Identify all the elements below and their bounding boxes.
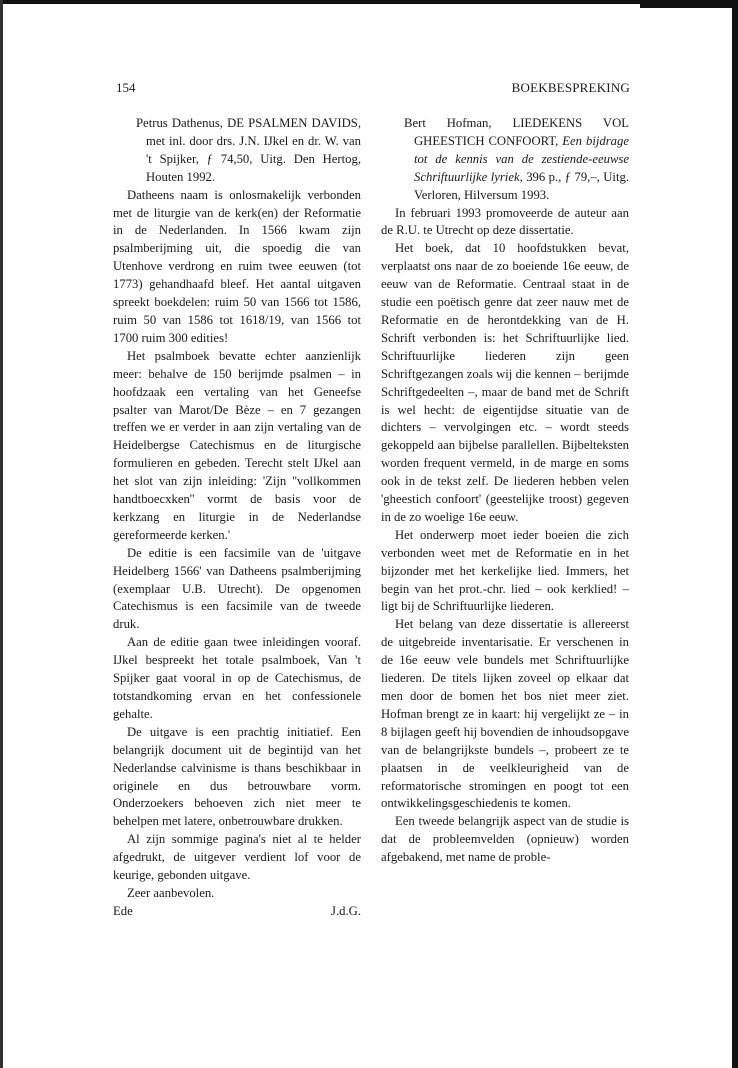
- review-paragraph: Het belang van deze dissertatie is allereerst de uitgebreide inventarisatie. Er verschenen in de 16e eeuw vele bundels met Schriftuurlijke liederen. De titels lijken zoveel op elkaar dat men door de bomen het bos niet meer ziet. Hofman brengt ze in kaart: hij vergelijkt ze – in 8 bijlagen geeft hij bovendien de inhoudsopgave van de belangrijkste bundels –, probeert ze te plaatsen in de veelkleurigheid van de reformatorische stromingen en poogt tot een ontwikkelingsgeschiedenis te komen.: [381, 617, 629, 811]
- review-paragraph: De uitgave is een prachtig initiatief. Een belangrijk document uit de begintijd van het Nederlandse calvinisme is thans beschikbaar in originele en dus betrouwbare vorm. Onderzoekers behoeven zich niet meer te behelpen met latere, onbetrouwbare drukken.: [113, 724, 361, 829]
- review-paragraph: Het psalmboek bevatte echter aanzienlijk meer: behalve de 150 berijmde psalmen – in hoofdzaak een vertaling van het Geneefse psalter van Marot/De Bèze – en 7 gezangen treffen we er verder in aan zijn vertaling van de Heidelbergse Catechismus en de liturgische formulieren en gebeden. Terecht stelt IJkel aan het slot van zijn inleiding: 'Zijn ''vollkommen handtboecxken'' vormt de basis voor de kerkzang en liturgie in de Nederlandse gereformeerde kerken.': [113, 348, 361, 542]
- left-column: [113, 115, 361, 921]
- reference-subtitle: Een bijdrage tot de kennis van de zestiende-eeuwse Schriftuurlijke lyriek,: [414, 133, 629, 184]
- book-reference: [381, 115, 629, 205]
- right-column: [381, 115, 629, 867]
- running-head: BOEKBESPREKING: [511, 80, 630, 95]
- review-paragraph: Aan de editie gaan twee inleidingen vooraf. IJkel bespreekt het totale psalmboek, Van 't Spijker gaat vooral in op de Catechismus, de totstandkoming ervan en het confessionele gehalte.: [113, 635, 361, 721]
- book-reference: Petrus Dathenus, DE PSALMEN DAVIDS, met inl. door drs. J.N. IJkel en dr. W. van 't Spijker, ƒ 74,50, Uitg. Den Hertog, Houten 1992.: [136, 116, 361, 184]
- review-signature: [113, 903, 361, 921]
- review-paragraph: In februari 1993 promoveerde de auteur aan de R.U. te Utrecht op deze dissertatie.: [381, 205, 629, 238]
- signature-author: J.d.G.: [331, 903, 361, 918]
- review-paragraph: Datheens naam is onlosmakelijk verbonden met de liturgie van de kerk(en) der Reformatie in de Nederlanden. In 1566 kwam zijn psalmberijming uit, die spoedig die van Utenhove verdrong en ruim twee eeuwen (tot 1773) gehandhaafd bleef. Het aantal uitgaven spreekt boekdelen: ruim 50 van 1566 tot 1586, ruim 50 van 1586 tot 1618/19, van 1566 tot 1700 ruim 300 edities!: [113, 187, 361, 345]
- page-number: 154: [116, 80, 136, 95]
- review-paragraph: Zeer aanbevolen.: [127, 885, 215, 900]
- signature-place: Ede: [113, 903, 133, 918]
- page-header: [116, 80, 630, 100]
- review-paragraph: Al zijn sommige pagina's niet al te helder afgedrukt, de uitgever verdient lof voor de keurige, gebonden uitgave.: [113, 832, 361, 883]
- scan-border-left: [0, 0, 3, 1068]
- scan-border-right: [732, 0, 738, 1068]
- review-paragraph: Het onderwerp moet ieder boeien die zich verbonden weet met de Reformatie en in het bijzonder met het kerkelijke lied. Immers, het begin van het prot.-chr. lied – ook kerklied! – ligt bij de Schriftuurlijke liederen.: [381, 527, 629, 614]
- scan-border-corner: [640, 0, 738, 8]
- review-paragraph: Het boek, dat 10 hoofdstukken bevat, verplaatst ons naar de zo boeiende 16e eeuw, de eeuw van de Reformatie. Centraal staat in de studie een poëtisch genre dat zeer nauw met de Reformatie en de herontdekking van de H. Schrift verbonden is: het Schriftuurlijke lied. Schriftuurlijke liederen zijn geen Schriftgezangen zoals wij die kennen – berijmde Schriftgedeelten –, maar de band met de Schrift is wel hecht: de eigentijdse situatie van de dichters – vervolgingen etc. – wordt steeds gekoppeld aan bijbelse parallellen. Bijbelteksten worden frequent vermeld, in de marge en soms ook in de tekst zelf. De liederen hebben velen 'gheestich confoort' (geestelijke troost) gegeven in de zo woelige 16e eeuw.: [381, 241, 629, 524]
- reference-details: 396 p., ƒ 79,–, Uitg. Verloren, Hilversum 1993.: [414, 169, 629, 202]
- review-paragraph: Een tweede belangrijk aspect van de studie is dat de probleemvelden (opnieuw) worden afgebakend, met name de proble-: [381, 814, 629, 865]
- review-paragraph: De editie is een facsimile van de 'uitgave Heidelberg 1566' van Datheens psalmberijming (exemplaar U.B. Utrecht). De opgenomen Catechismus is een facsimile van de tweede druk.: [113, 545, 361, 632]
- scan-border-top: [0, 0, 738, 4]
- reference-author-title: Bert Hofman, LIEDEKENS VOL GHEESTICH CONFOORT,: [404, 116, 629, 148]
